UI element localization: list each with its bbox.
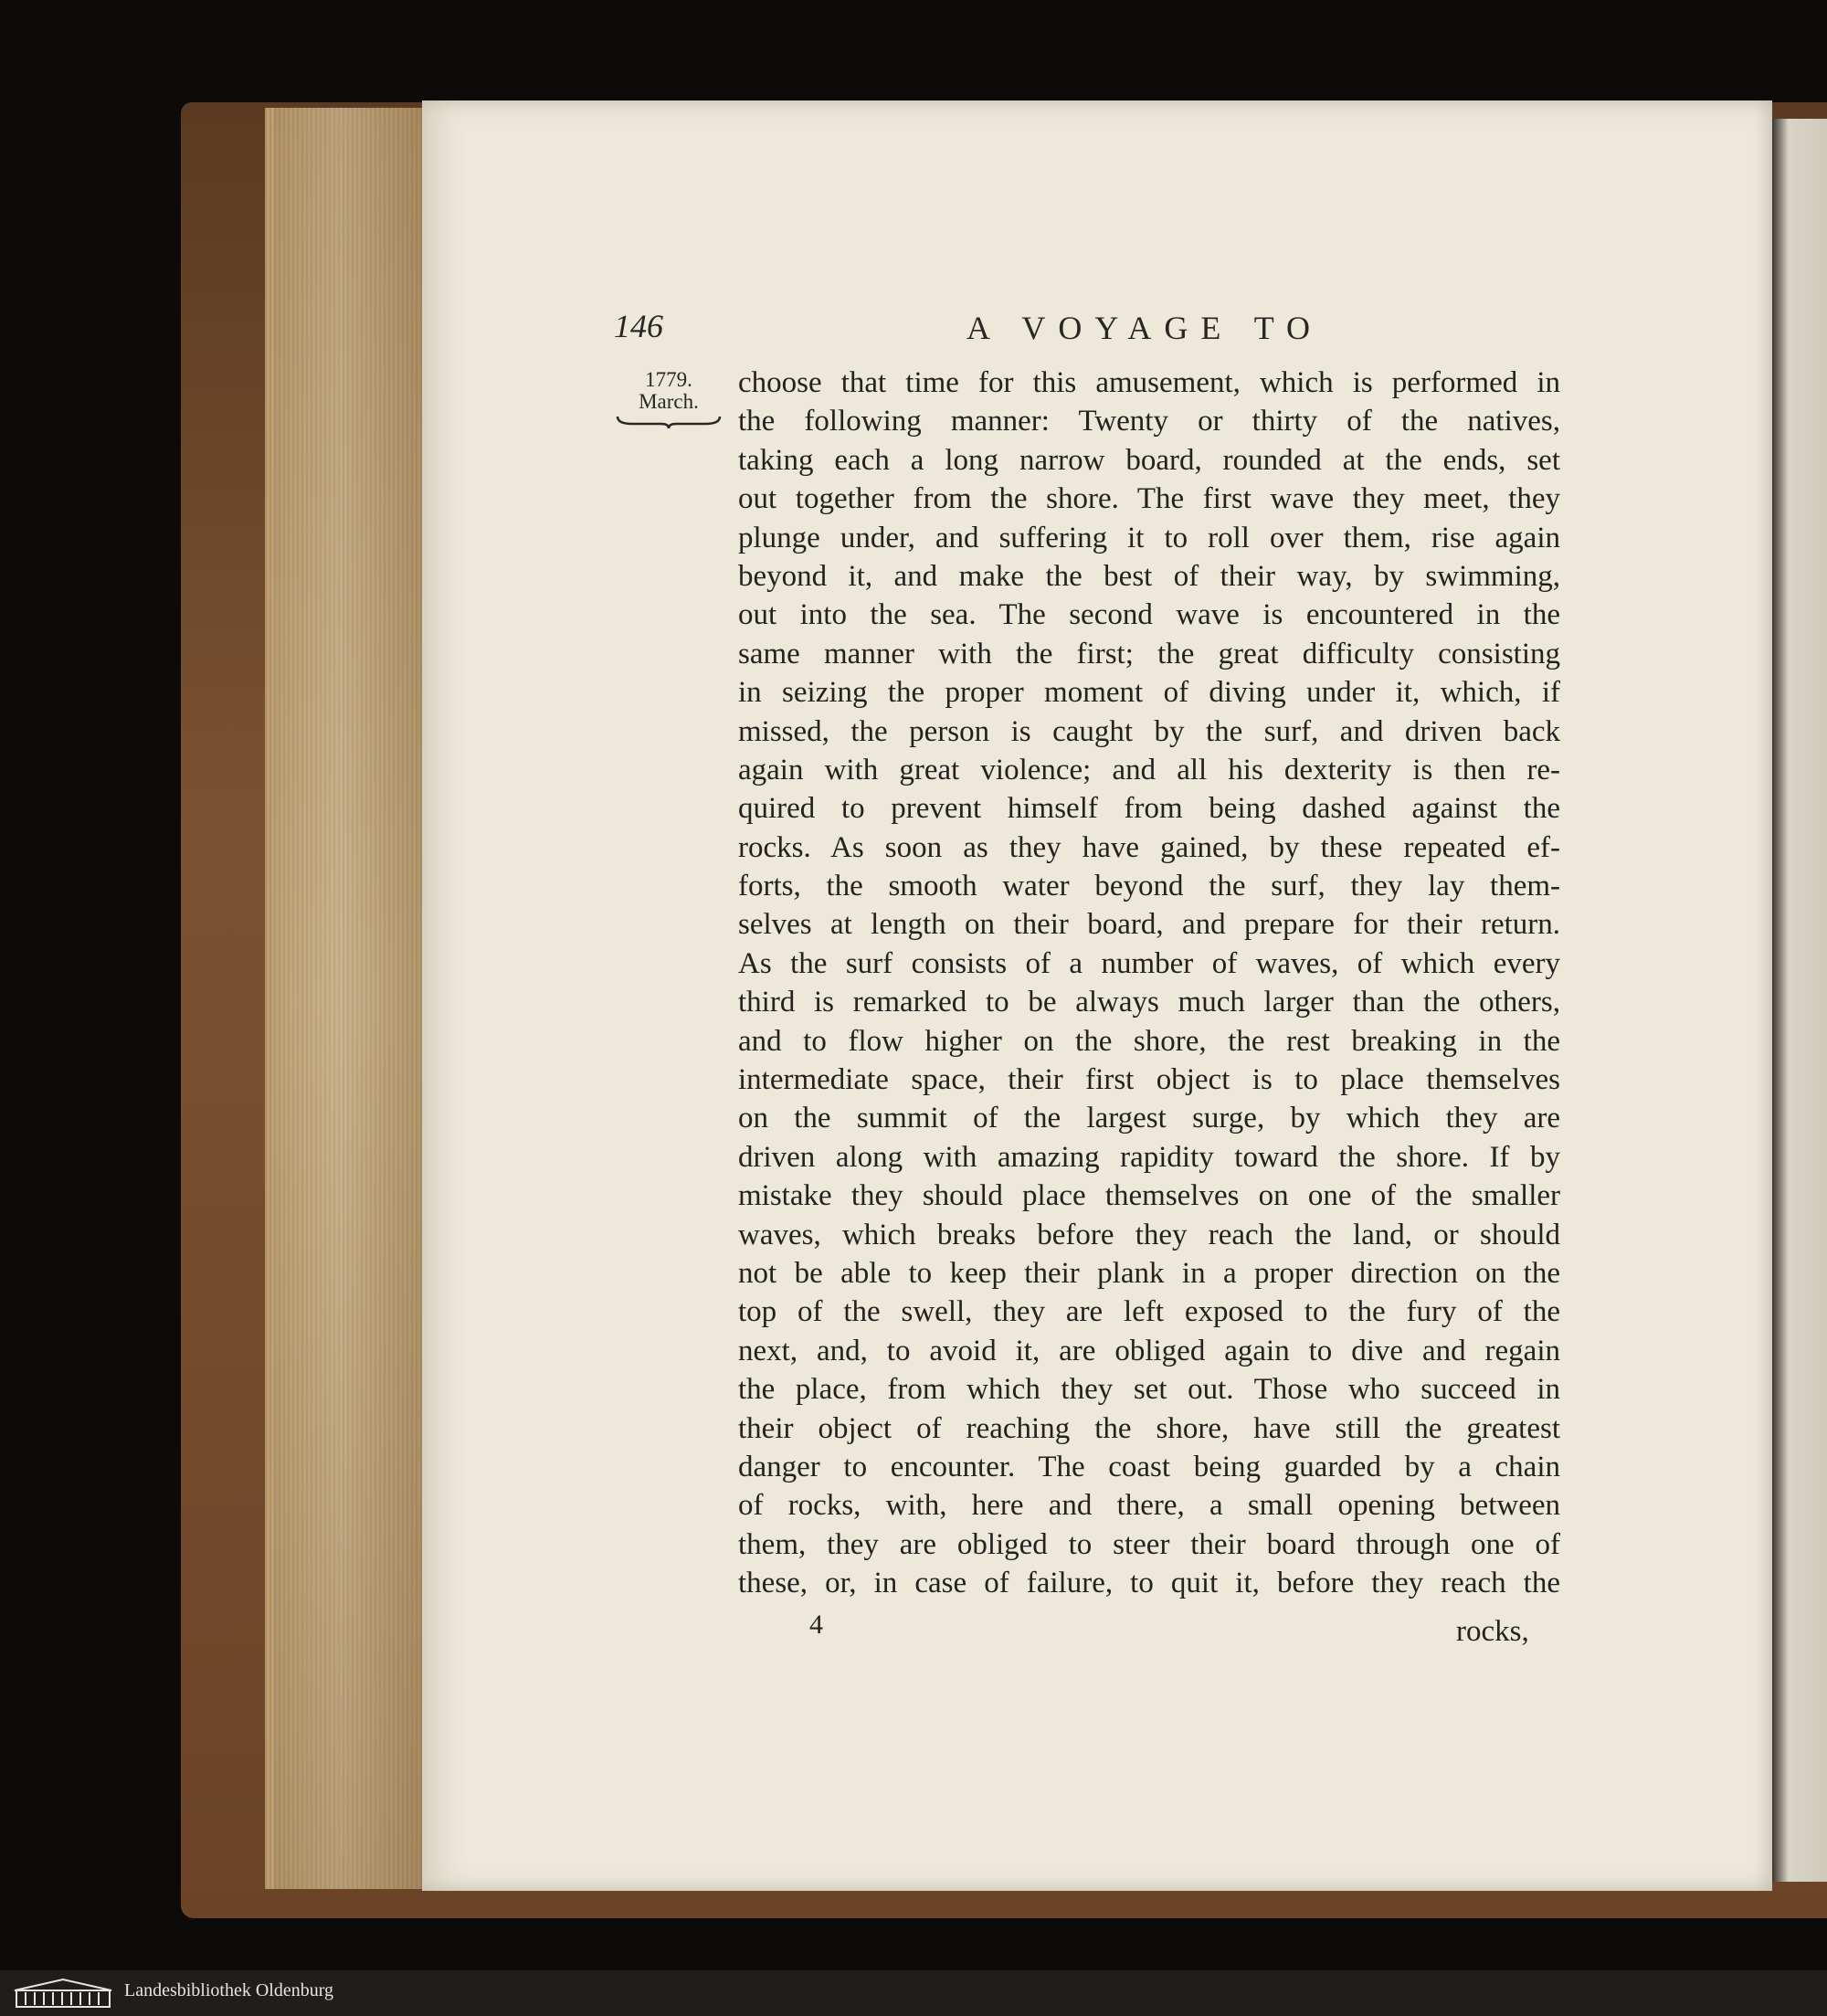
text-line: taking each a long narrow board, rounded at the ends, set — [738, 443, 1560, 477]
footer-bar — [0, 1970, 1827, 2016]
page-number: 146 — [614, 308, 663, 344]
text-line: forts, the smooth water beyond the surf, they lay them- — [738, 870, 1560, 903]
text-line: top of the swell, they are left exposed to the fury of the — [738, 1295, 1560, 1329]
text-line: quired to prevent himself from being dashed against the — [738, 792, 1560, 826]
text-line: these, or, in case of failure, to quit it, before they reach the — [738, 1567, 1560, 1600]
text-line: missed, the person is caught by the surf, and driven back — [738, 714, 1560, 748]
text-line: beyond it, and make the best of their way, by swimming, — [738, 559, 1560, 593]
body-text — [738, 364, 1560, 1603]
text-line: in seizing the proper moment of diving under it, which, if — [738, 676, 1560, 710]
text-line: of rocks, with, here and there, a small opening between — [738, 1489, 1560, 1523]
text-line: rocks. As soon as they have gained, by these repeated ef- — [738, 830, 1560, 864]
text-line: the following manner: Twenty or thirty of the natives, — [738, 405, 1560, 438]
text-line: out together from the shore. The first wave they meet, they — [738, 482, 1560, 516]
text-line: choose that time for this amusement, which is performed in — [738, 366, 1560, 399]
text-line: and to flow higher on the shore, the rest breaking in the — [738, 1024, 1560, 1058]
signature-mark: 4 — [809, 1610, 823, 1640]
page-edges-shading — [274, 108, 428, 1889]
margin-note-month: March. — [639, 390, 699, 413]
text-line: same manner with the first; the great difficulty consisting — [738, 637, 1560, 670]
text-line: waves, which breaks before they reach the land, or should — [738, 1218, 1560, 1251]
text-line: their object of reaching the shore, have still the greatest — [738, 1411, 1560, 1445]
text-line: out into the sea. The second wave is encountered in the — [738, 598, 1560, 632]
text-line: next, and, to avoid it, are obliged again to dive and regain — [738, 1334, 1560, 1367]
library-building-icon — [9, 1978, 117, 2009]
text-line: the place, from which they set out. Those who succeed in — [738, 1373, 1560, 1407]
adjacent-page — [1772, 119, 1827, 1882]
margin-note-year: 1779. — [645, 368, 692, 391]
text-line: driven along with amazing rapidity toward the shore. If by — [738, 1140, 1560, 1174]
text-line: again with great violence; and all his dexterity is then re- — [738, 753, 1560, 786]
library-name: Landesbibliothek Oldenburg — [124, 1980, 334, 2000]
text-line: intermediate space, their first object is to place themselves — [738, 1063, 1560, 1097]
text-line: mistake they should place themselves on one of the smaller — [738, 1179, 1560, 1213]
catchword: rocks, — [1456, 1615, 1529, 1648]
text-line: danger to encounter. The coast being guarded by a chain — [738, 1450, 1560, 1483]
text-line: selves at length on their board, and prepare for their return. — [738, 908, 1560, 942]
margin-note — [614, 369, 723, 429]
text-line: on the summit of the largest surge, by which they are — [738, 1102, 1560, 1135]
text-line: third is remarked to be always much larger than the others, — [738, 986, 1560, 1019]
text-line: them, they are obliged to steer their board through one of — [738, 1527, 1560, 1561]
running-head-title: A VOYAGE TO — [966, 310, 1324, 346]
text-line: plunge under, and suffering it to roll over them, rise again — [738, 521, 1560, 554]
running-head — [0, 307, 1827, 362]
text-line: not be able to keep their plank in a proper direction on the — [738, 1256, 1560, 1290]
brace-ornament — [614, 413, 723, 429]
text-line: As the surf consists of a number of waves, of which every — [738, 946, 1560, 980]
